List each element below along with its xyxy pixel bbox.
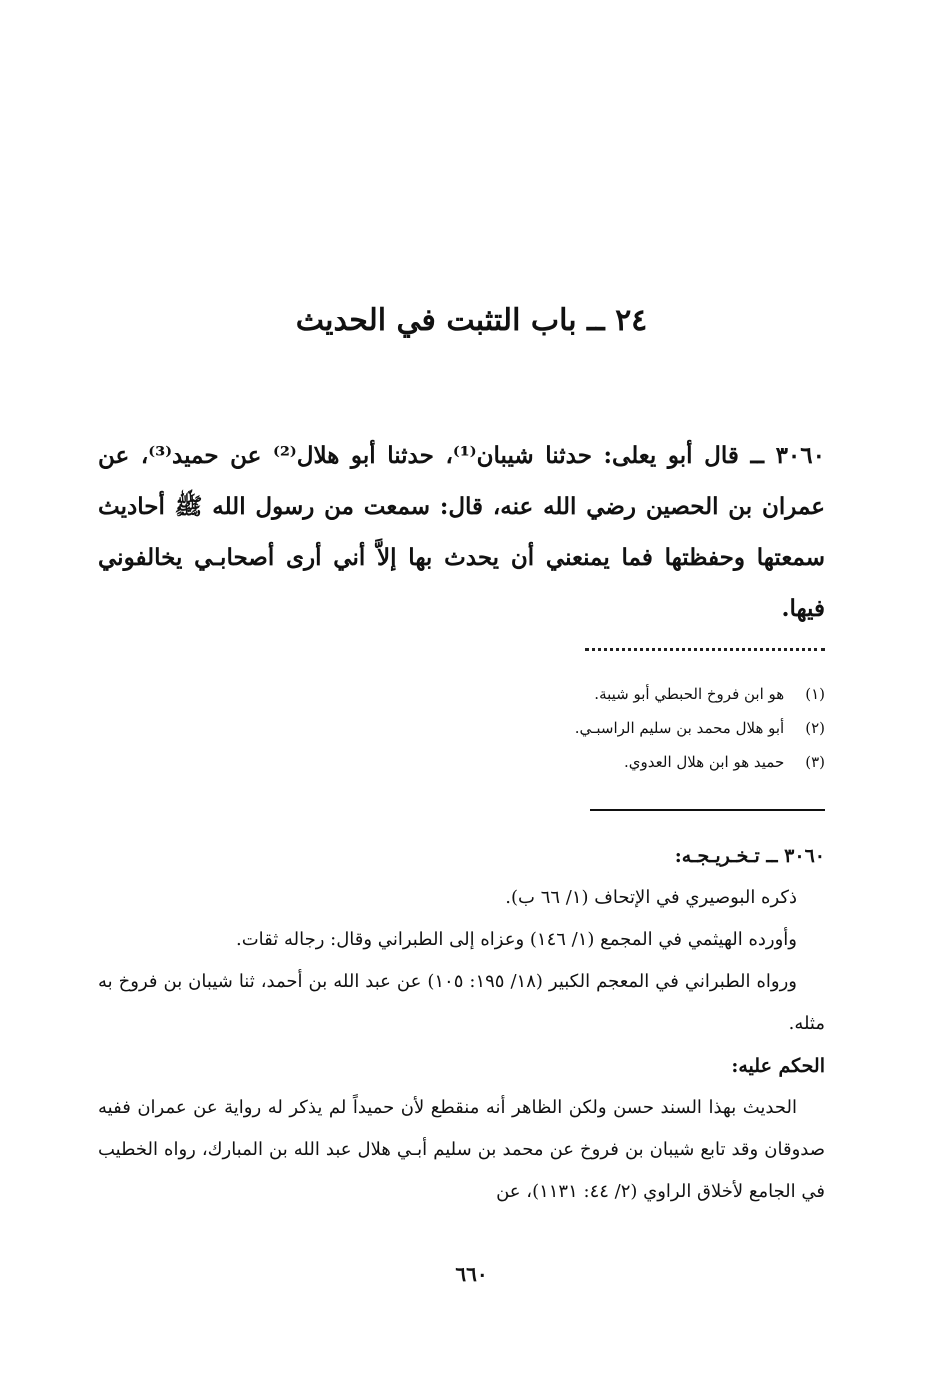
takhrij-line: وأورده الهيثمي في المجمع (١/ ١٤٦) وعزاه إلى الطبراني وقال: رجاله ثقات. xyxy=(236,929,797,950)
footnote-text: أبو هلال محمد بن سليم الراسبـي. xyxy=(574,719,785,737)
page-number: ٦٦٠ xyxy=(455,1262,488,1286)
hukm-heading: الحكم عليه: xyxy=(731,1055,825,1077)
takhrij-line: ورواه الطبراني في المعجم الكبير (١٨/ ١٩٥: ١٠٥) عن عبد الله بن أحمد، ثنا شيبان بن فروخ به مثله. xyxy=(98,971,825,1034)
footnote-item xyxy=(460,714,825,748)
takhrij-line: ذكره البوصيري في الإتحاف (١/ ٦٦ ب). xyxy=(505,887,797,908)
footnote-number: (٢) xyxy=(805,719,825,737)
footnote-number: (١) xyxy=(805,685,825,703)
hukm-text: الحديث بهذا السند حسن ولكن الظاهر أنه منقطع لأن حميداً لم يذكر له رواية عن عمران ففيه صدوقان وقد تابع شيبان بن فروخ عن محمد بن سليم أبـي هلال عبد الله بن المبارك، رواه الخطيب في الجامع لأخلاق الراوي (٢/ ٤٤: ١١٣١)، عن xyxy=(98,1097,825,1202)
footnotes xyxy=(460,680,825,782)
footnote-item xyxy=(460,748,825,782)
section-divider xyxy=(590,809,825,811)
hadith-text xyxy=(98,430,825,634)
footnote-number: (٣) xyxy=(805,753,825,771)
footnote-item xyxy=(460,680,825,714)
footnote-text: هو ابن فروخ الحبطي أبو شيبة. xyxy=(594,685,785,703)
takhrij-heading: ٣٠٦٠ ــ تـخـريـجـه: xyxy=(674,845,825,867)
chapter-title: ٢٤ ــ باب التثبت في الحديث xyxy=(295,303,648,338)
takhrij-section xyxy=(98,835,825,1213)
footnote-separator xyxy=(585,648,825,651)
hadith-paragraph: ٣٠٦٠ ــ قال أبو يعلى: حدثنا شيبان⁽¹⁾، حدثنا أبو هلال⁽²⁾ عن حميد⁽³⁾، عن عمران بن الحصين رضي الله عنه، قال: سمعت من رسول الله ﷺ أحاديث سمعتها وحفظتها فما يمنعني أن يحدث بها إلاَّ أني أرى أصحابـي يخالفوني فيها. xyxy=(98,442,825,622)
footnote-text: حميد هو ابن هلال العدوي. xyxy=(624,753,785,771)
